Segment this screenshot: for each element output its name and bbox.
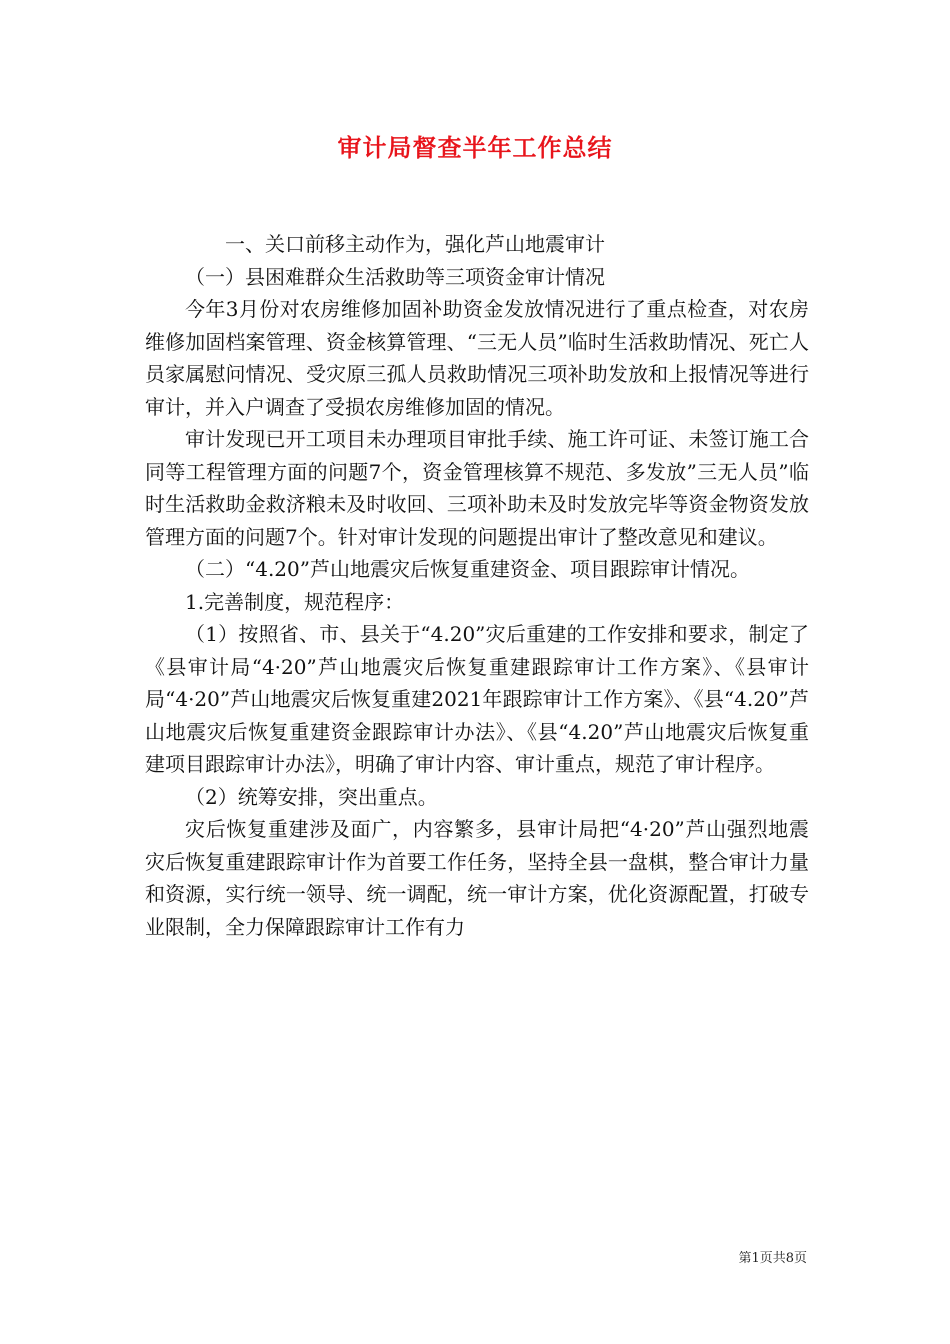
- body-paragraph: 今年3月份对农房维修加固补助资金发放情况进行了重点检查，对农房维修加固档案管理、资金核算管理、“三无人员”临时生活救助情况、死亡人员家属慰问情况、受灾原三孤人员救助情况三项补助发放和上报情况等进行审计，并入户调查了受损农房维修加固的情况。: [145, 297, 809, 419]
- body-paragraph: 灾后恢复重建涉及面广，内容繁多，县审计局把“4·20”芦山强烈地震灾后恢复重建跟踪审计作为首要工作任务，坚持全县一盘棋，整合审计力量和资源，实行统一领导、统一调配，统一审计方案，优化资源配置，打破专业限制，全力保障跟踪审计工作有力: [145, 817, 809, 939]
- subsection-heading-2: （二）“4.20”芦山地震灾后恢复重建资金、项目跟踪审计情况。: [185, 557, 750, 581]
- body-paragraph: 审计发现已开工项目未办理项目审批手续、施工许可证、未签订施工合同等工程管理方面的问题7个，资金管理核算不规范、多发放”三无人员”临时生活救助金救济粮未及时收回、三项补助未及时发放完毕等资金物资发放管理方面的问题7个。针对审计发现的问题提出审计了整改意见和建议。: [145, 427, 809, 549]
- body-paragraph: （1）按照省、市、县关于“4.20”灾后重建的工作安排和要求，制定了《县审计局“4·20”芦山地震灾后恢复重建跟踪审计工作方案》、《县审计局“4·20”芦山地震灾后恢复重建2021年跟踪审计工作方案》、《县“4.20”芦山地震灾后恢复重建资金跟踪审计办法》、《县“4.20”芦山地震灾后恢复重建项目跟踪审计办法》，明确了审计内容、审计重点，规范了审计程序。: [145, 622, 809, 776]
- list-heading-1: 1.完善制度，规范程序：: [185, 589, 405, 614]
- document-title: 审计局督查半年工作总结: [337, 133, 613, 162]
- page-number: 第1页共8页: [738, 1251, 807, 1266]
- document-body: [145, 228, 809, 943]
- subsection-heading-1: （一）县困难群众生活救助等三项资金审计情况: [185, 264, 605, 289]
- list-heading-2: （2）统筹安排，突出重点。: [185, 784, 438, 809]
- section-heading-1: 一、关口前移主动作为，强化芦山地震审计: [225, 232, 605, 256]
